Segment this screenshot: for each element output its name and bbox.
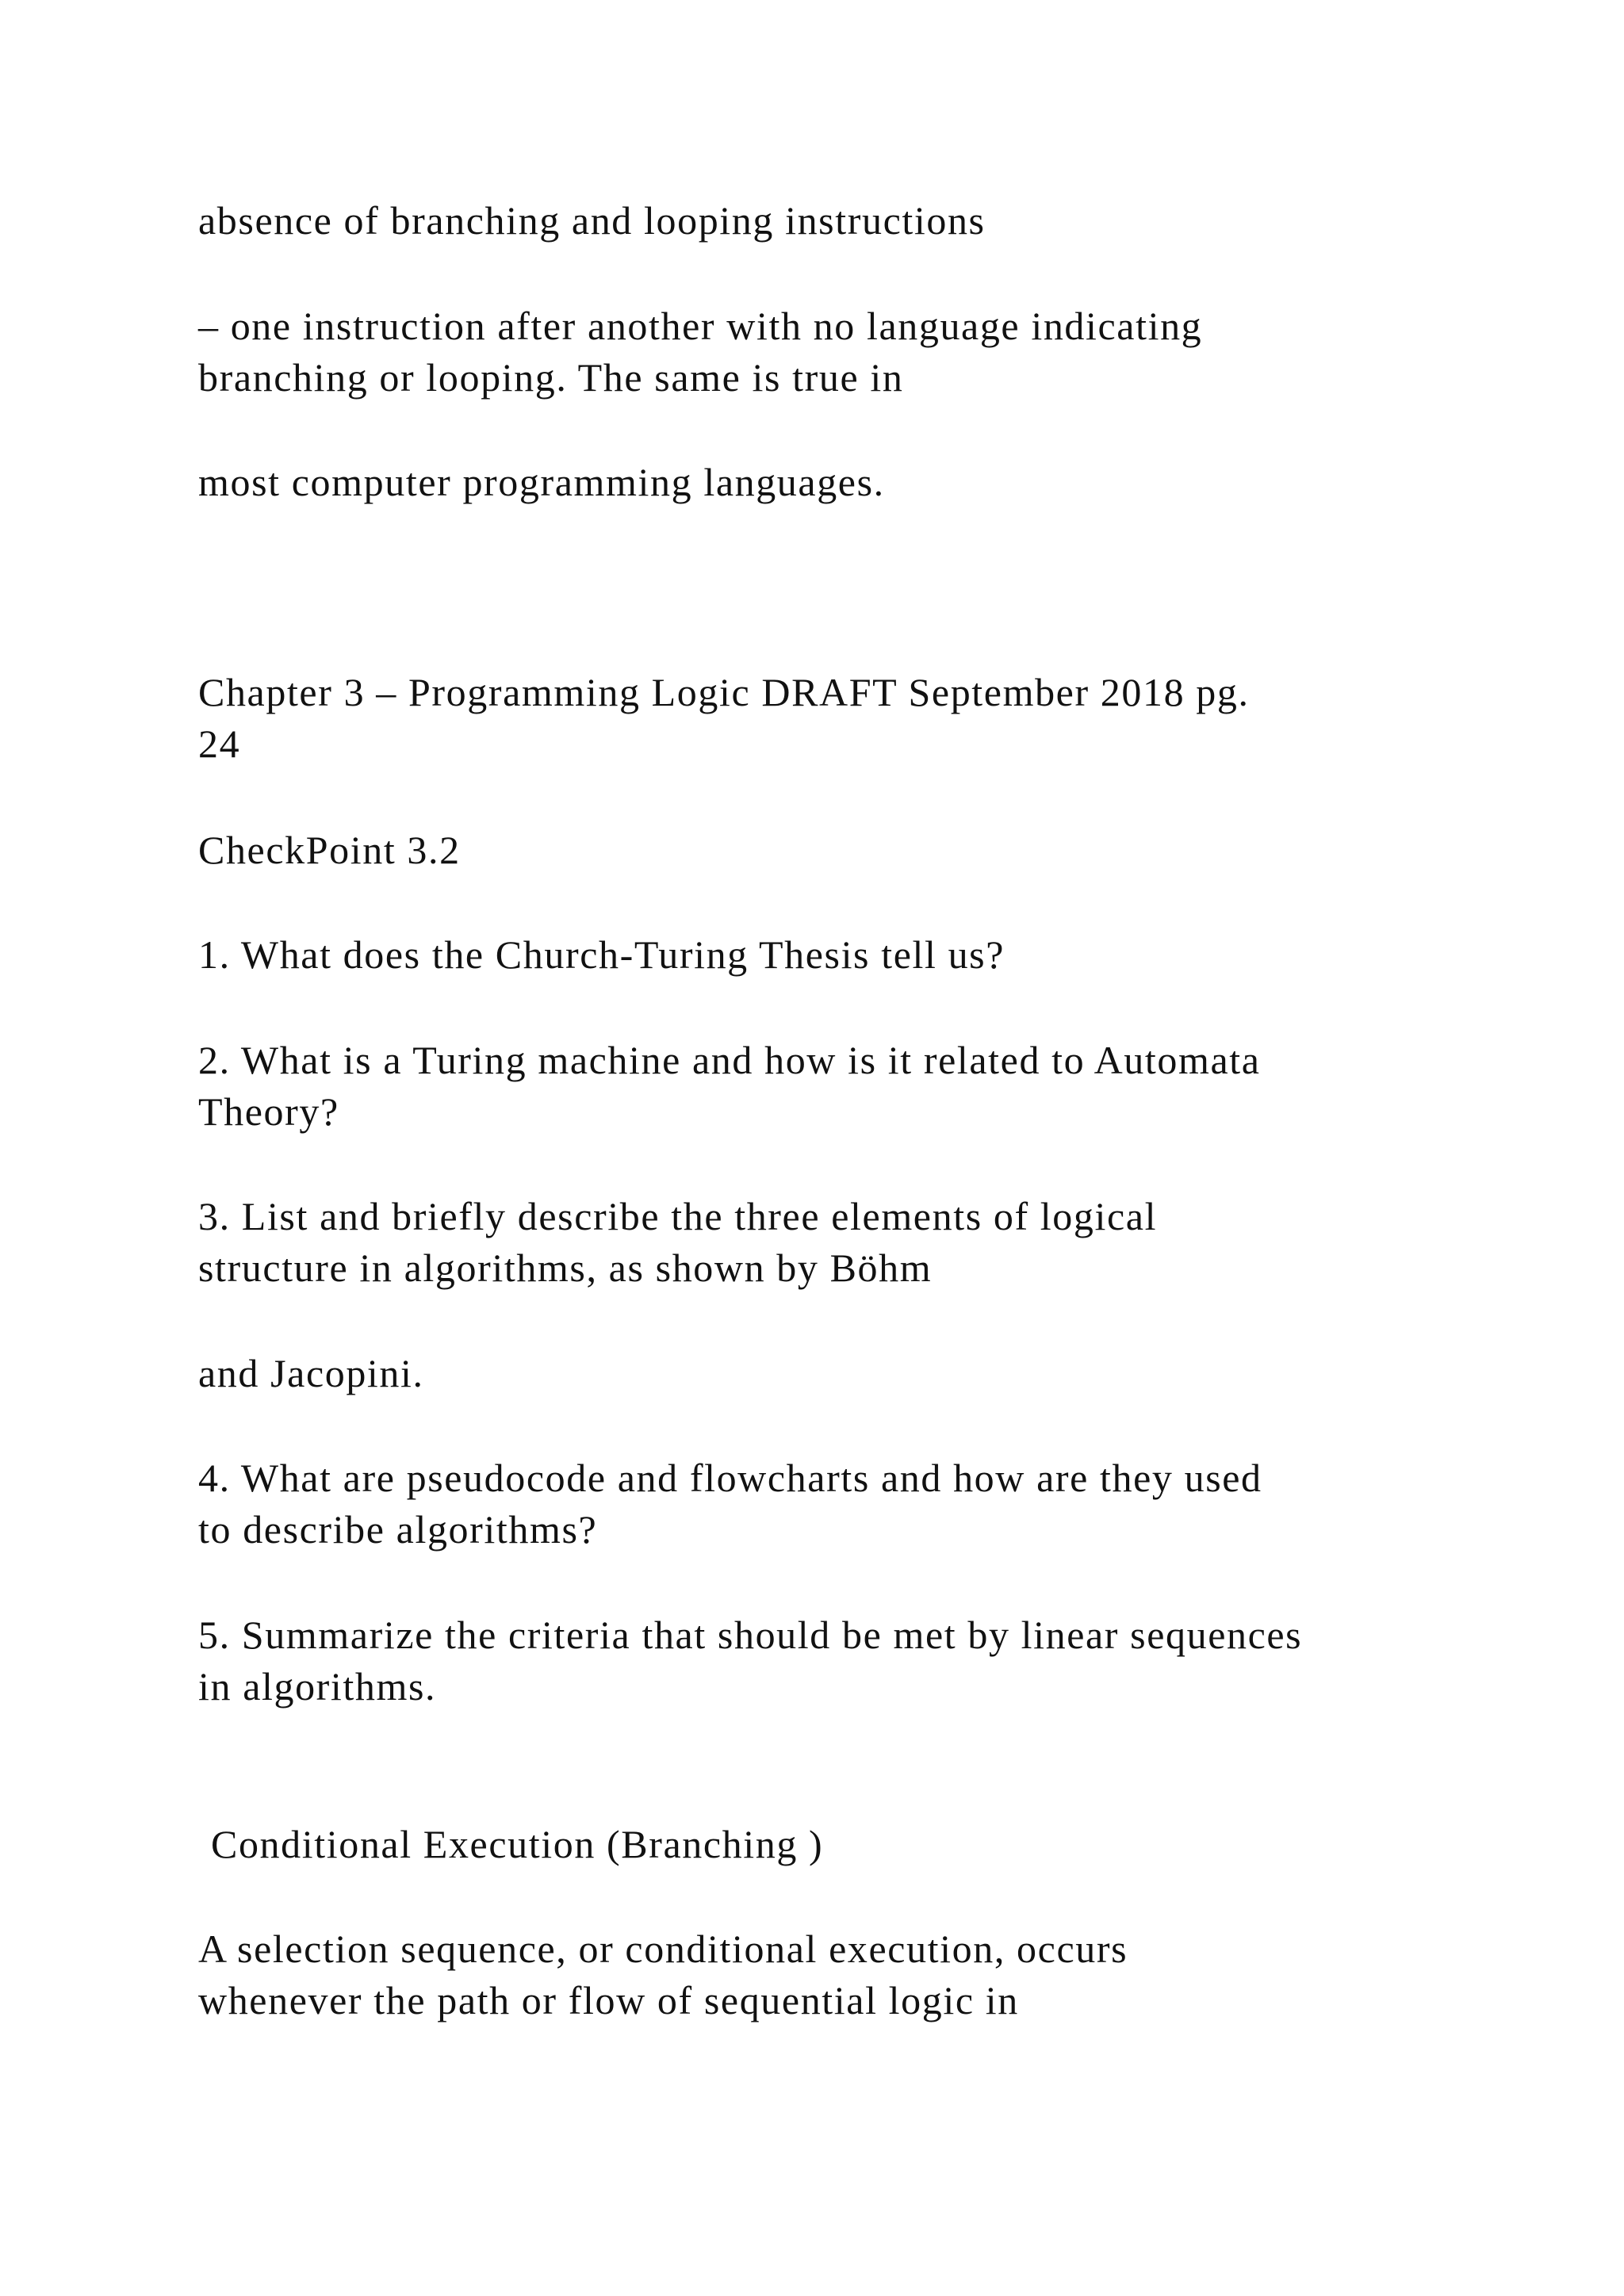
- body-text-line: whenever the path or flow of sequential logic in: [198, 1978, 1019, 2022]
- page-footer-chapter-line: Chapter 3 – Programming Logic DRAFT September 2018 pg.: [198, 670, 1250, 714]
- question-5-line-1: 5. Summarize the criteria that should be met by linear sequences: [198, 1613, 1303, 1657]
- question-2-line-1: 2. What is a Turing machine and how is it related to Automata: [198, 1038, 1261, 1082]
- page-footer-page-number: 24: [198, 721, 241, 766]
- body-text-line: – one instruction after another with no language indicating: [198, 304, 1203, 348]
- question-4-line-2: to describe algorithms?: [198, 1507, 598, 1552]
- section-heading: Conditional Execution (Branching ): [211, 1822, 824, 1866]
- body-text-line: absence of branching and looping instructions: [198, 198, 986, 243]
- body-text-line: A selection sequence, or conditional execution, occurs: [198, 1927, 1128, 1971]
- checkpoint-heading: CheckPoint 3.2: [198, 828, 461, 872]
- question-4-line-1: 4. What are pseudocode and flowcharts and how are they used: [198, 1456, 1262, 1500]
- body-text-line: branching or looping. The same is true in: [198, 355, 904, 400]
- question-3-line-1: 3. List and briefly describe the three elements of logical: [198, 1194, 1158, 1238]
- question-3-line-2: structure in algorithms, as shown by Böhm: [198, 1246, 933, 1290]
- body-text-line: most computer programming languages.: [198, 460, 885, 504]
- question-3-line-3: and Jacopini.: [198, 1351, 424, 1395]
- question-2-line-2: Theory?: [198, 1089, 339, 1134]
- question-1: 1. What does the Church-Turing Thesis tell us?: [198, 932, 1005, 977]
- question-5-line-2: in algorithms.: [198, 1664, 437, 1709]
